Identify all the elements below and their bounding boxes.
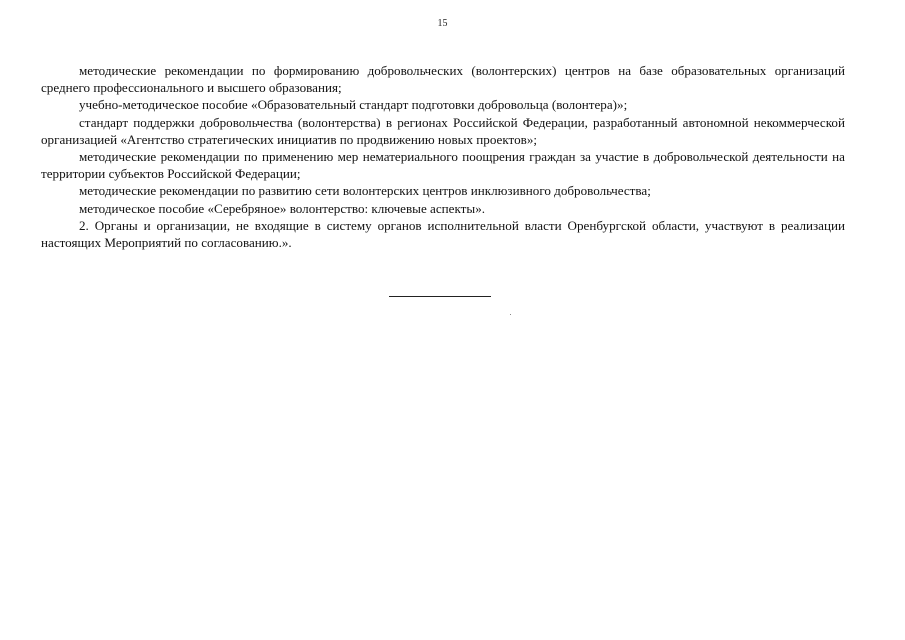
- page-number: 15: [437, 18, 448, 29]
- paragraph-silver-volunteering: методическое пособие «Серебряное» волонтерство: ключевые аспекты».: [79, 200, 486, 216]
- paragraph-inclusive-volunteering: методические рекомендации по развитию сети волонтерских центров инклюзивного добровольчества;: [79, 183, 651, 199]
- paragraph-non-material-incentives: методические рекомендации по применению мер нематериального поощрения граждан за участие в добровольческой деятельности на территории субъектов Российской Федерации;: [41, 149, 845, 182]
- paragraph-participating-organizations: 2. Органы и организации, не входящие в систему органов исполнительной власти Оренбургской области, участвуют в реализации настоящих Мероприятий по согласованию.».: [41, 217, 845, 251]
- closing-divider-line: [389, 296, 491, 297]
- paragraph-recommendations-volunteer-centers: методические рекомендации по формированию добровольческих (волонтерских) центров на базе образовательных организаций среднего профессионального и высшего образования;: [41, 63, 845, 96]
- paragraph-support-standard: стандарт поддержки добровольчества (волонтерства) в регионах Российской Федерации, разработанный автономной некоммерческой организацией «Агентство стратегических инициатив по продвижению новых проектов»;: [41, 114, 845, 147]
- paragraph-training-manual: учебно-методическое пособие «Образовательный стандарт подготовки добровольца (волонтера)»;: [79, 97, 628, 113]
- document-body: [41, 62, 845, 251]
- scan-speck: [510, 314, 511, 315]
